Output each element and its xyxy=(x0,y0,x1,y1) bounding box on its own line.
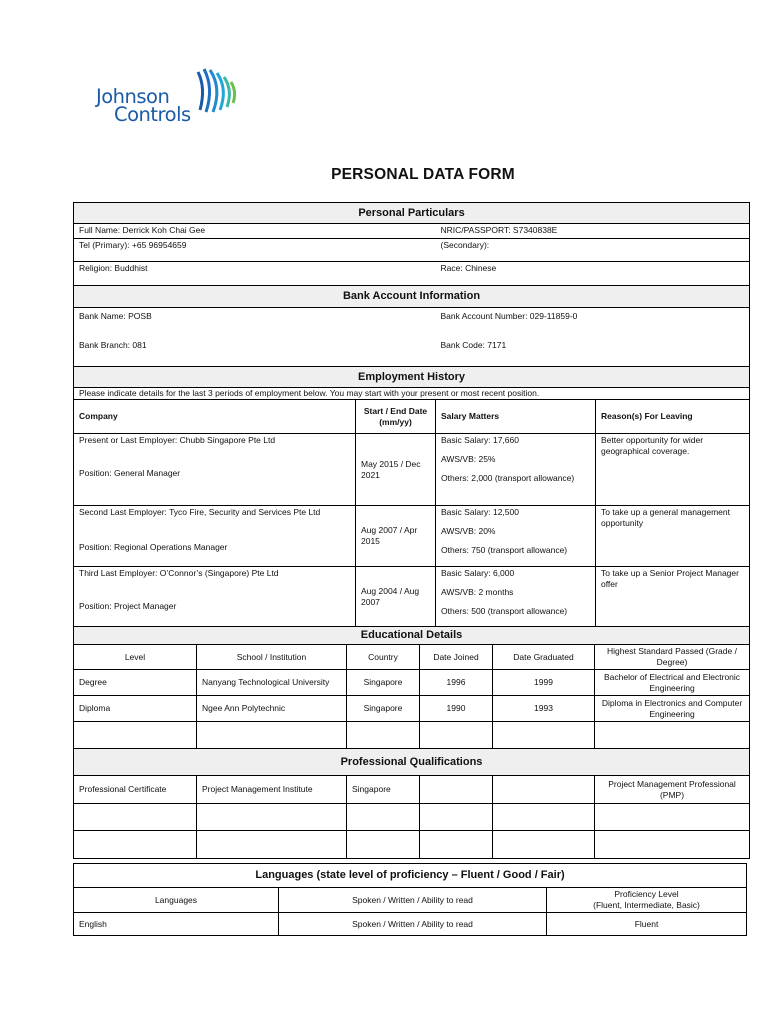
qual-col-5 xyxy=(493,831,595,859)
language-row xyxy=(74,913,747,936)
education-heading: Educational Details xyxy=(74,627,750,645)
personal-data-form xyxy=(73,202,749,936)
edu-graduated xyxy=(493,722,595,749)
salary-others: Others: 750 (transport allowance) xyxy=(441,545,568,555)
employer-name: Second Last Employer: Tyco Fire, Security and Services Pte Ltd xyxy=(79,507,321,517)
edu-graduated: 1999 xyxy=(493,670,595,696)
bank-heading: Bank Account Information xyxy=(74,286,750,308)
employment-row xyxy=(74,567,750,627)
qual-institution xyxy=(197,831,347,859)
qual-country xyxy=(347,804,420,831)
col-highest-standard: Highest Standard Passed (Grade / Degree) xyxy=(595,645,750,670)
logo-line-1: Johnson xyxy=(96,85,170,108)
employer-position: Position: Regional Operations Manager xyxy=(79,542,228,552)
edu-level: Degree xyxy=(74,670,197,696)
basic-salary: Basic Salary: 12,500 xyxy=(441,507,519,517)
employer-name: Third Last Employer: O’Connor’s (Singapore) Pte Ltd xyxy=(79,568,279,578)
bank-account-field: Bank Account Number: 029-11859-0 xyxy=(436,308,750,339)
col-salary: Salary Matters xyxy=(436,400,596,434)
race-field: Race: Chinese xyxy=(436,262,750,286)
basic-salary: Basic Salary: 6,000 xyxy=(441,568,515,578)
edu-level: Diploma xyxy=(74,696,197,722)
language-mode: Spoken / Written / Ability to read xyxy=(279,913,547,936)
aws-vb: AWS/VB: 25% xyxy=(441,454,496,464)
form-title: PERSONAL DATA FORM xyxy=(331,166,515,183)
aws-vb: AWS/VB: 2 months xyxy=(441,587,514,597)
language-level: Fluent xyxy=(547,913,747,936)
col-country: Country xyxy=(347,645,420,670)
nric-field: NRIC/PASSPORT: S7340838E xyxy=(436,224,750,239)
col-dates: Start / End Date (mm/yy) xyxy=(356,400,436,434)
col-reason: Reason(s) For Leaving xyxy=(596,400,750,434)
employer-cell xyxy=(74,434,356,506)
employment-heading: Employment History xyxy=(74,367,750,388)
bank-name-field: Bank Name: POSB xyxy=(74,308,436,339)
bank-branch-field: Bank Branch: 081 xyxy=(74,339,436,367)
full-name-field: Full Name: Derrick Koh Chai Gee xyxy=(74,224,436,239)
edu-school: Nanyang Technological University xyxy=(197,670,347,696)
col-proficiency-label: Proficiency Level xyxy=(614,889,679,899)
qual-country: Singapore xyxy=(347,776,420,804)
qualifications-heading: Professional Qualifications xyxy=(74,749,750,776)
particulars-table xyxy=(73,202,750,627)
aws-vb: AWS/VB: 20% xyxy=(441,526,496,536)
employment-note: Please indicate details for the last 3 periods of employment below. You may start with your present or most recent position. xyxy=(74,388,750,400)
qual-type xyxy=(74,804,197,831)
qualification-row-empty xyxy=(74,831,750,859)
edu-school: Ngee Ann Polytechnic xyxy=(197,696,347,722)
company-logo xyxy=(96,66,246,136)
salary-cell xyxy=(436,567,596,627)
qual-col-4 xyxy=(420,804,493,831)
salary-others: Others: 2,000 (transport allowance) xyxy=(441,473,575,483)
col-proficiency xyxy=(547,888,747,913)
language-name: English xyxy=(74,913,279,936)
qual-institution xyxy=(197,804,347,831)
employer-position: Position: General Manager xyxy=(79,468,181,478)
edu-level xyxy=(74,722,197,749)
col-date-joined: Date Joined xyxy=(420,645,493,670)
col-mode: Spoken / Written / Ability to read xyxy=(279,888,547,913)
qual-type: Professional Certificate xyxy=(74,776,197,804)
col-level: Level xyxy=(74,645,197,670)
education-row xyxy=(74,696,750,722)
education-table xyxy=(73,626,750,859)
col-date-graduated: Date Graduated xyxy=(493,645,595,670)
edu-standard: Bachelor of Electrical and Electronic Engineering xyxy=(595,670,750,696)
personal-heading: Personal Particulars xyxy=(74,203,750,224)
logo-swirl-icon xyxy=(192,66,242,116)
edu-standard: Diploma in Electronics and Computer Engineering xyxy=(595,696,750,722)
qual-country xyxy=(347,831,420,859)
edu-country: Singapore xyxy=(347,696,420,722)
qual-type xyxy=(74,831,197,859)
employer-cell xyxy=(74,567,356,627)
col-proficiency-note: (Fluent, Intermediate, Basic) xyxy=(593,900,700,910)
leaving-reason: To take up a Senior Project Manager offer xyxy=(596,567,750,627)
tel-secondary-field: (Secondary): xyxy=(436,239,750,262)
salary-cell xyxy=(436,434,596,506)
qual-institution: Project Management Institute xyxy=(197,776,347,804)
edu-graduated: 1993 xyxy=(493,696,595,722)
qual-col-5 xyxy=(493,776,595,804)
qual-title xyxy=(595,804,750,831)
languages-heading: Languages (state level of proficiency – Fluent / Good / Fair) xyxy=(74,864,747,888)
education-row-empty xyxy=(74,722,750,749)
edu-joined: 1990 xyxy=(420,696,493,722)
employment-dates: Aug 2007 / Apr 2015 xyxy=(356,506,436,567)
col-company: Company xyxy=(74,400,356,434)
qualification-row xyxy=(74,776,750,804)
employer-position: Position: Project Manager xyxy=(79,601,177,611)
employer-name: Present or Last Employer: Chubb Singapore Pte Ltd xyxy=(79,435,276,445)
edu-country: Singapore xyxy=(347,670,420,696)
edu-joined: 1996 xyxy=(420,670,493,696)
logo-line-2: Controls xyxy=(114,103,191,126)
employment-row xyxy=(74,434,750,506)
qual-col-5 xyxy=(493,804,595,831)
religion-field: Religion: Buddhist xyxy=(74,262,436,286)
education-row xyxy=(74,670,750,696)
languages-table xyxy=(73,863,747,936)
tel-primary-field: Tel (Primary): +65 96954659 xyxy=(74,239,436,262)
edu-school xyxy=(197,722,347,749)
qual-col-4 xyxy=(420,831,493,859)
col-school: School / Institution xyxy=(197,645,347,670)
employment-dates: Aug 2004 / Aug 2007 xyxy=(356,567,436,627)
edu-country xyxy=(347,722,420,749)
logo-wordmark xyxy=(96,85,191,126)
employment-dates: May 2015 / Dec 2021 xyxy=(356,434,436,506)
qual-col-4 xyxy=(420,776,493,804)
edu-joined xyxy=(420,722,493,749)
leaving-reason: Better opportunity for wider geographical coverage. xyxy=(596,434,750,506)
employment-row xyxy=(74,506,750,567)
qual-title: Project Management Professional (PMP) xyxy=(595,776,750,804)
qualification-row-empty xyxy=(74,804,750,831)
edu-standard xyxy=(595,722,750,749)
qual-title xyxy=(595,831,750,859)
salary-cell xyxy=(436,506,596,567)
employer-cell xyxy=(74,506,356,567)
col-language: Languages xyxy=(74,888,279,913)
basic-salary: Basic Salary: 17,660 xyxy=(441,435,519,445)
bank-code-field: Bank Code: 7171 xyxy=(436,339,750,367)
leaving-reason: To take up a general management opportunity xyxy=(596,506,750,567)
salary-others: Others: 500 (transport allowance) xyxy=(441,606,568,616)
